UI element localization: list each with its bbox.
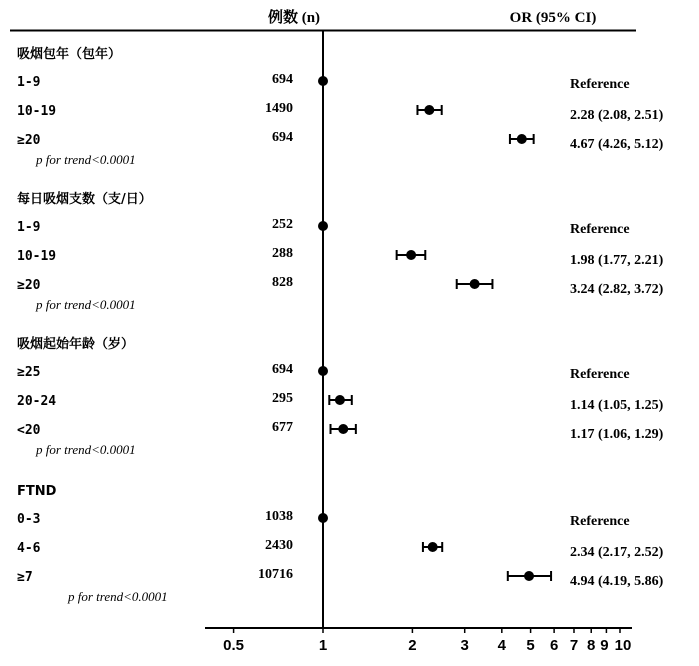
sample-size: 288	[272, 246, 293, 261]
reference-label: Reference	[570, 77, 630, 92]
sample-size: 677	[272, 420, 293, 435]
sample-size: 828	[272, 275, 293, 290]
sample-size: 1038	[265, 509, 293, 524]
or-ci-label: 2.34 (2.17, 2.52)	[570, 545, 664, 560]
sample-size: 1490	[265, 101, 293, 116]
or-ci-label: 1.98 (1.77, 2.21)	[570, 253, 664, 268]
group-label: FTND	[17, 484, 57, 499]
x-tick-label: 6	[549, 637, 559, 654]
x-tick-label: 8	[587, 637, 596, 654]
or-ci-label: 1.17 (1.06, 1.29)	[570, 427, 664, 442]
trend-p-value: p for trend<0.0001	[36, 297, 136, 312]
estimate-point	[517, 134, 527, 144]
or-ci-label: 4.94 (4.19, 5.86)	[570, 574, 664, 589]
row-label: ≥20	[17, 278, 41, 293]
or-ci-label: 2.28 (2.08, 2.51)	[570, 108, 664, 123]
x-tick-label: 7	[569, 637, 579, 654]
row-label: 20-24	[17, 394, 57, 409]
x-tick-label: 4	[497, 637, 506, 654]
estimate-point	[406, 250, 416, 260]
plot-layer	[17, 31, 664, 654]
row-label: 10-19	[17, 104, 57, 119]
row-label: 1-9	[17, 75, 41, 90]
reference-label: Reference	[570, 222, 630, 237]
estimate-point	[424, 105, 434, 115]
reference-label: Reference	[570, 367, 630, 382]
trend-p-value: p for trend<0.0001	[36, 442, 136, 457]
row-label: ≥25	[17, 365, 41, 380]
estimate-point	[524, 571, 534, 581]
row-label: ≥7	[17, 570, 33, 585]
sample-size: 2430	[265, 538, 293, 553]
sample-size: 694	[272, 130, 293, 145]
or-column-header: OR (95% CI)	[509, 10, 597, 26]
row-label: 0-3	[17, 512, 41, 527]
estimate-point	[335, 395, 345, 405]
estimate-point	[470, 279, 480, 289]
sample-size: 694	[272, 72, 293, 87]
x-tick-label: 0.5	[223, 637, 245, 654]
sample-size: 694	[272, 362, 293, 377]
row-label: <20	[17, 423, 41, 438]
row-label: 4-6	[17, 541, 41, 556]
n-column-header: 例数 (n)	[267, 10, 321, 26]
or-ci-label: 1.14 (1.05, 1.25)	[570, 398, 664, 413]
group-label: 吸烟起始年龄（岁）	[17, 337, 135, 352]
x-tick-label: 10	[614, 637, 632, 654]
row-label: 10-19	[17, 249, 57, 264]
group-label: 每日吸烟支数（支/日）	[17, 192, 152, 207]
x-tick-label: 2	[408, 637, 417, 654]
row-label: ≥20	[17, 133, 41, 148]
x-tick-label: 1	[318, 637, 328, 654]
estimate-point	[338, 424, 348, 434]
trend-p-value: p for trend<0.0001	[68, 589, 168, 604]
sample-size: 10716	[258, 567, 293, 582]
x-tick-label: 9	[600, 637, 609, 654]
sample-size: 252	[272, 217, 293, 232]
row-label: 1-9	[17, 220, 41, 235]
trend-p-value: p for trend<0.0001	[36, 152, 136, 167]
or-ci-label: 4.67 (4.26, 5.12)	[570, 137, 664, 152]
x-tick-label: 3	[460, 637, 469, 654]
group-label: 吸烟包年（包年）	[17, 47, 122, 62]
estimate-point	[428, 542, 438, 552]
reference-label: Reference	[570, 514, 630, 529]
sample-size: 295	[272, 391, 293, 406]
x-tick-label: 5	[526, 637, 535, 654]
or-ci-label: 3.24 (2.82, 3.72)	[570, 282, 664, 297]
